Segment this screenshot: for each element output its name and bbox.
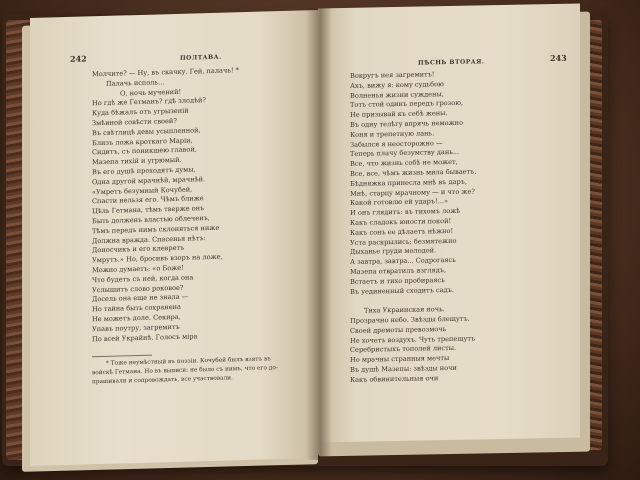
verse-line: О, ночь мучений! — [120, 87, 182, 98]
verse-line: Змѣиной совѣсти своей? — [92, 116, 177, 128]
verse-line: Быть долженъ властью облеченъ, — [92, 213, 210, 226]
verse-line: Упавъ поутру, загремитъ — [92, 322, 180, 334]
verse-line: Въ одну телѣгу впрячь неможно — [350, 118, 464, 129]
verse-line: Какъ сладокъ юности покой! — [350, 216, 452, 227]
verse-line: Въ свѣтлицѣ девы усыпленной, — [92, 126, 201, 138]
verse-line: Куда бѣжалъ отъ угрызеній — [92, 106, 189, 118]
verse-line: Умрутъ.» Но, бросивъ взоръ на ложе, — [92, 252, 223, 265]
verse-line: Вокругъ нея загремитъ! — [350, 70, 435, 80]
verse-line: Какъ обвинительныя очи — [350, 373, 439, 384]
verse-line: Услышитъ слово роковое? — [92, 283, 184, 294]
verse-line: Коня и трепетную лань. — [350, 129, 435, 139]
verse-line: Не хочетъ воздухъ. Чуть трепещутъ — [350, 334, 476, 345]
verse-line: Близъ ложа кроткаго Марiи, — [92, 136, 193, 147]
verse-line: Встаетъ и тихо пробираясь — [350, 275, 445, 286]
left-footnote — [92, 355, 278, 387]
verse-line: А завтра, завтра... Содрогаясь — [350, 256, 456, 267]
verse-line: Тѣмъ передъ нимъ склоняться ниже — [92, 223, 220, 236]
verse-line: Должна вражда. Спасенья нѣтъ: — [92, 233, 206, 245]
verse-line: Но тайна быть сохранена — [92, 302, 181, 314]
verse-line: Все, все, чѣмъ жизнь мила бываетъ, — [350, 167, 477, 178]
left-page-number: 242 — [70, 53, 87, 64]
verse-line: Теперь плачу безумству дань... — [350, 148, 460, 159]
verse-line: Мазепа тихій и угрюмый. — [92, 155, 182, 167]
verse-line: Прозрачно небо. Звѣзды блещутъ. — [350, 314, 470, 325]
verse-line: Тотъ стой одинъ передъ грозою, — [350, 99, 464, 110]
right-page-number: 243 — [550, 52, 567, 64]
verse-line: Но мрачны странныя мечты — [350, 354, 450, 365]
footnote-line: войскѣ Гетмана. Но въ выписи: не было съ нимъ, что его до- — [92, 365, 278, 377]
verse-line: Въ его душѣ проходятъ думы, — [92, 165, 196, 177]
footnote-line: прашивали и сопровождать, все участвовали. — [92, 375, 233, 386]
verse-line: Доносчикъ и его клевретъ — [92, 244, 185, 255]
verse-line: Въ уединенный сходитъ садъ. — [350, 285, 454, 296]
verse-line: Молчите? — Ну, въ скачку. Гей, палачь! * — [92, 66, 239, 79]
footnote-rule — [92, 355, 152, 358]
verse-line: Уста раскрылись; безмятежно — [350, 236, 457, 247]
verse-line: Палачь исполь... — [106, 78, 165, 88]
verse-line: Но гдѣ же Гетманъ? гдѣ злодѣй? — [92, 96, 206, 108]
verse-line: И онъ глядитъ: въ тихомъ ложѣ — [350, 206, 461, 218]
verse-line: Сидитъ, съ поникшею главой, — [92, 145, 197, 157]
left-page — [30, 10, 318, 466]
verse-line: Какъ сонъ ее дѣлаетъ нѣжно! — [350, 226, 454, 237]
verse-line: Волненья жизни суждены, — [350, 89, 444, 100]
verse-line: Все, что жизнь собѣ не может, — [350, 158, 458, 169]
verse-line: Какой готовлю ей ударъ!...» — [350, 197, 449, 208]
verse-line: Тиха Украинская ночь. — [364, 305, 445, 315]
left-verse-block — [92, 66, 239, 344]
verse-line: Не призывай къ себѣ жены. — [350, 109, 448, 120]
verse-line: Цѣль Гетмана, тѣмъ тверже онъ — [92, 204, 205, 216]
verse-line: По всей Украйнѣ. Голосъ міра — [92, 331, 198, 343]
right-verse-block — [350, 69, 476, 385]
verse-line: Въ душѣ Мазепы: звѣзды ночи — [350, 363, 457, 374]
right-running-head: ПѢСНЬ ВТОРАЯ. — [418, 58, 485, 67]
left-running-head: ПОЛТАВА. — [180, 53, 222, 62]
verse-line: Мнѣ, старцу мрачному — и что же? — [350, 187, 475, 198]
verse-line: Мазепа отвратилъ взглядъ, — [350, 265, 447, 276]
verse-line: Досель она еще не знала — — [92, 292, 189, 304]
verse-line: Своей дремоты превозмочь — [350, 324, 447, 335]
verse-line: Спасти нельзя его. Чѣмъ ближе — [92, 194, 204, 206]
verse-line: «Умретъ безумный Кочубей, — [92, 185, 193, 196]
verse-line: Серебристыхъ тополей листы. — [350, 344, 457, 355]
verse-line: Можно думаетъ: «о Боже! — [92, 263, 184, 275]
verse-line: Бѣдняжка принесла мнѣ въ даръ, — [350, 177, 467, 188]
verse-line: Ахъ, вижу я: кому судьбою — [350, 79, 444, 90]
verse-line: Не можетъ доле. Секира, — [92, 312, 181, 324]
verse-line: Что будетъ съ ней, когда она — [92, 273, 194, 285]
verse-line: Дыханье груди молодой. — [350, 246, 437, 257]
footnote-line: * Тоже неумѣстный въ поэзіи. Кочубей былъ взятъ въ — [106, 356, 271, 367]
book-gutter — [306, 8, 332, 460]
verse-line: Одна другой мрачнѣй, мрачнѣй. — [92, 174, 206, 187]
verse-line: Забылся я неосторожно — — [350, 138, 443, 149]
right-page — [318, 3, 580, 442]
